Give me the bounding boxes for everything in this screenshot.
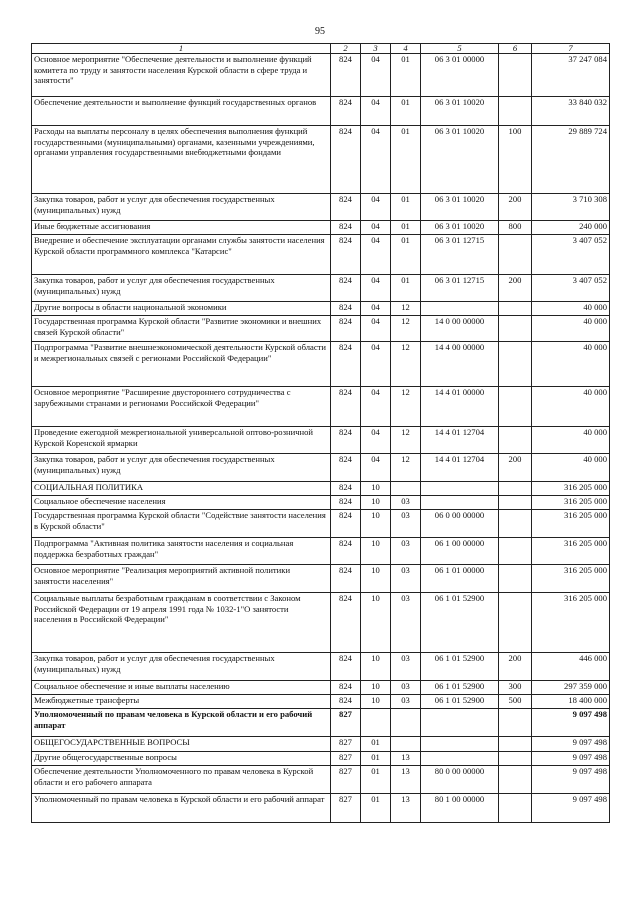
target-article-code (421, 496, 499, 510)
section-code: 04 (361, 97, 391, 126)
subsection-code (391, 709, 421, 737)
ministry-code: 824 (331, 482, 361, 496)
subsection-code: 12 (391, 316, 421, 342)
budget-table (31, 43, 610, 823)
column-number: 3 (361, 44, 391, 54)
ministry-code: 824 (331, 454, 361, 482)
target-article-code: 14 0 00 00000 (421, 316, 499, 342)
ministry-code: 824 (331, 653, 361, 681)
expense-type-code (499, 593, 532, 653)
expense-type-code (499, 766, 532, 794)
column-number: 4 (391, 44, 421, 54)
expense-name: Основное мероприятие "Расширение двустороннего сотрудничества с зарубежными странами и регионами Российской Федерации" (32, 387, 331, 427)
section-code: 04 (361, 54, 391, 97)
table-row (32, 342, 610, 387)
expense-name: Закупка товаров, работ и услуг для обеспечения государственных (муниципальных) нужд (32, 454, 331, 482)
expense-name: Уполномоченный по правам человека в Курской области и его рабочий аппарат (32, 794, 331, 823)
amount: 316 205 000 (532, 565, 610, 593)
subsection-code: 13 (391, 794, 421, 823)
section-code: 10 (361, 496, 391, 510)
section-code: 01 (361, 794, 391, 823)
target-article-code (421, 752, 499, 766)
ministry-code: 824 (331, 54, 361, 97)
expense-name: Расходы на выплаты персоналу в целях обеспечения выполнения функций государственными (муниципальными) органами, казенными учреждениями, органами управления государственными внебюджетными фондами (32, 126, 331, 194)
amount: 18 400 000 (532, 695, 610, 709)
amount: 9 097 498 (532, 737, 610, 752)
expense-name: Социальные выплаты безработным гражданам в соответствии с Законом Российской Федерации от 19 апреля 1991 года № 1032-1"О занятости населения в Российской Федерации" (32, 593, 331, 653)
subsection-code: 01 (391, 126, 421, 194)
section-code: 04 (361, 454, 391, 482)
ministry-code: 827 (331, 752, 361, 766)
ministry-code: 824 (331, 538, 361, 565)
subsection-code: 03 (391, 681, 421, 695)
column-number: 7 (532, 44, 610, 54)
expense-type-code: 200 (499, 454, 532, 482)
section-code: 10 (361, 593, 391, 653)
section-code: 04 (361, 387, 391, 427)
column-number: 5 (421, 44, 499, 54)
section-code (361, 709, 391, 737)
expense-name: Закупка товаров, работ и услуг для обеспечения государственных (муниципальных) нужд (32, 275, 331, 302)
section-code: 10 (361, 565, 391, 593)
ministry-code: 824 (331, 97, 361, 126)
expense-name: Подпрограмма "Активная политика занятости населения и социальная поддержка безработных граждан" (32, 538, 331, 565)
amount: 40 000 (532, 454, 610, 482)
expense-type-code (499, 496, 532, 510)
section-code: 04 (361, 427, 391, 454)
table-row (32, 275, 610, 302)
expense-name: Основное мероприятие "Обеспечение деятельности и выполнение функций комитета по труду и занятости населения Курской области в сфере труда и занятости" (32, 54, 331, 97)
ministry-code: 824 (331, 316, 361, 342)
expense-name: Закупка товаров, работ и услуг для обеспечения государственных (муниципальных) нужд (32, 653, 331, 681)
expense-type-code (499, 316, 532, 342)
amount: 3 710 308 (532, 194, 610, 221)
column-number: 6 (499, 44, 532, 54)
expense-type-code (499, 97, 532, 126)
target-article-code: 14 4 01 12704 (421, 427, 499, 454)
ministry-code: 824 (331, 342, 361, 387)
amount: 9 097 498 (532, 794, 610, 823)
expense-name: Межбюджетные трансферты (32, 695, 331, 709)
expense-type-code: 100 (499, 126, 532, 194)
target-article-code: 06 3 01 12715 (421, 235, 499, 275)
target-article-code: 06 1 01 52900 (421, 695, 499, 709)
column-number: 2 (331, 44, 361, 54)
expense-type-code: 200 (499, 653, 532, 681)
amount: 40 000 (532, 342, 610, 387)
table-row (32, 126, 610, 194)
target-article-code: 06 1 01 52900 (421, 593, 499, 653)
subsection-code: 01 (391, 97, 421, 126)
subsection-code: 13 (391, 752, 421, 766)
amount: 37 247 084 (532, 54, 610, 97)
amount: 33 840 032 (532, 97, 610, 126)
table-row (32, 653, 610, 681)
ministry-code: 824 (331, 593, 361, 653)
amount: 240 000 (532, 221, 610, 235)
ministry-code: 824 (331, 565, 361, 593)
subsection-code: 12 (391, 387, 421, 427)
subsection-code: 01 (391, 194, 421, 221)
amount: 3 407 052 (532, 235, 610, 275)
table-row (32, 752, 610, 766)
section-code: 10 (361, 653, 391, 681)
subsection-code: 01 (391, 275, 421, 302)
target-article-code: 06 1 00 00000 (421, 538, 499, 565)
amount: 9 097 498 (532, 766, 610, 794)
table-row (32, 510, 610, 538)
table-row (32, 766, 610, 794)
amount: 316 205 000 (532, 593, 610, 653)
expense-type-code (499, 342, 532, 387)
target-article-code: 06 1 01 52900 (421, 653, 499, 681)
ministry-code: 824 (331, 126, 361, 194)
section-code: 04 (361, 126, 391, 194)
subsection-code: 03 (391, 653, 421, 681)
amount: 29 889 724 (532, 126, 610, 194)
expense-name: Иные бюджетные ассигнования (32, 221, 331, 235)
target-article-code: 14 4 01 00000 (421, 387, 499, 427)
subsection-code: 03 (391, 593, 421, 653)
subsection-code (391, 482, 421, 496)
amount: 316 205 000 (532, 510, 610, 538)
ministry-code: 824 (331, 695, 361, 709)
expense-name: Обеспечение деятельности Уполномоченного по правам человека в Курской области и его рабочего аппарата (32, 766, 331, 794)
section-code: 04 (361, 275, 391, 302)
table-row (32, 593, 610, 653)
expense-type-code (499, 427, 532, 454)
subsection-code: 03 (391, 496, 421, 510)
expense-type-code (499, 538, 532, 565)
subsection-code (391, 737, 421, 752)
target-article-code (421, 482, 499, 496)
expense-type-code (499, 482, 532, 496)
table-row (32, 387, 610, 427)
expense-name: Социальное обеспечение и иные выплаты населению (32, 681, 331, 695)
target-article-code: 06 3 01 00000 (421, 54, 499, 97)
section-code: 01 (361, 737, 391, 752)
section-code: 04 (361, 342, 391, 387)
target-article-code: 06 0 00 00000 (421, 510, 499, 538)
expense-name: Государственная программа Курской области "Содействие занятости населения в Курской области" (32, 510, 331, 538)
subsection-code: 01 (391, 54, 421, 97)
subsection-code: 12 (391, 302, 421, 316)
table-row (32, 427, 610, 454)
subsection-code: 12 (391, 342, 421, 387)
expense-type-code (499, 709, 532, 737)
expense-type-code (499, 752, 532, 766)
amount: 9 097 498 (532, 709, 610, 737)
page-number: 95 (315, 26, 325, 37)
ministry-code: 824 (331, 387, 361, 427)
table-row (32, 565, 610, 593)
expense-type-code: 800 (499, 221, 532, 235)
amount: 316 205 000 (532, 496, 610, 510)
table-row (32, 54, 610, 97)
expense-name: Другие вопросы в области национальной экономики (32, 302, 331, 316)
column-number: 1 (32, 44, 331, 54)
ministry-code: 824 (331, 221, 361, 235)
target-article-code: 06 3 01 10020 (421, 126, 499, 194)
ministry-code: 827 (331, 794, 361, 823)
expense-name: Государственная программа Курской области "Развитие экономики и внешних связей Курской области" (32, 316, 331, 342)
subsection-code: 01 (391, 235, 421, 275)
amount: 3 407 052 (532, 275, 610, 302)
table-row (32, 681, 610, 695)
target-article-code: 14 4 01 12704 (421, 454, 499, 482)
expense-name: Проведение ежегодной межрегиональной универсальной оптово-розничной Курской Коренской ярмарки (32, 427, 331, 454)
ministry-code: 824 (331, 681, 361, 695)
section-code: 10 (361, 695, 391, 709)
section-code: 01 (361, 766, 391, 794)
expense-type-code (499, 302, 532, 316)
target-article-code (421, 737, 499, 752)
subsection-code: 03 (391, 538, 421, 565)
table-row (32, 97, 610, 126)
column-number-row (32, 44, 610, 54)
amount: 40 000 (532, 316, 610, 342)
expense-name: Другие общегосударственные вопросы (32, 752, 331, 766)
target-article-code (421, 709, 499, 737)
ministry-code: 824 (331, 510, 361, 538)
target-article-code: 06 1 01 52900 (421, 681, 499, 695)
expense-name: Внедрение и обеспечение эксплуатации органами службы занятости населения Курской области программного комплекса "Катарсис" (32, 235, 331, 275)
section-code: 04 (361, 302, 391, 316)
subsection-code: 03 (391, 565, 421, 593)
table-row (32, 538, 610, 565)
target-article-code: 80 0 00 00000 (421, 766, 499, 794)
expense-name: ОБЩЕГОСУДАРСТВЕННЫЕ ВОПРОСЫ (32, 737, 331, 752)
expense-name: Обеспечение деятельности и выполнение функций государственных органов (32, 97, 331, 126)
ministry-code: 827 (331, 709, 361, 737)
table-row (32, 316, 610, 342)
amount: 40 000 (532, 427, 610, 454)
table-row (32, 794, 610, 823)
table-row (32, 737, 610, 752)
expense-type-code: 300 (499, 681, 532, 695)
section-code: 04 (361, 316, 391, 342)
ministry-code: 824 (331, 275, 361, 302)
target-article-code: 06 3 01 10020 (421, 221, 499, 235)
expense-type-code (499, 737, 532, 752)
section-code: 10 (361, 681, 391, 695)
table-row (32, 454, 610, 482)
expense-type-code: 200 (499, 194, 532, 221)
amount: 297 359 000 (532, 681, 610, 695)
amount: 9 097 498 (532, 752, 610, 766)
expense-name: Закупка товаров, работ и услуг для обеспечения государственных (муниципальных) нужд (32, 194, 331, 221)
subsection-code: 12 (391, 427, 421, 454)
section-code: 04 (361, 194, 391, 221)
table-row (32, 221, 610, 235)
expense-name: Основное мероприятие "Реализация мероприятий активной политики занятости населения" (32, 565, 331, 593)
ministry-code: 827 (331, 766, 361, 794)
expense-name: Подпрограмма "Развитие внешнеэкономической деятельности Курской области и межрегиональных связей с регионами Российской Федерации" (32, 342, 331, 387)
table-row (32, 496, 610, 510)
ministry-code: 824 (331, 235, 361, 275)
expense-type-code (499, 794, 532, 823)
amount: 446 000 (532, 653, 610, 681)
expense-type-code (499, 510, 532, 538)
section-code: 04 (361, 221, 391, 235)
section-code: 01 (361, 752, 391, 766)
expense-name: Уполномоченный по правам человека в Курской области и его рабочий аппарат (32, 709, 331, 737)
target-article-code: 06 3 01 12715 (421, 275, 499, 302)
ministry-code: 827 (331, 737, 361, 752)
ministry-code: 824 (331, 427, 361, 454)
table-row (32, 302, 610, 316)
expense-name: СОЦИАЛЬНАЯ ПОЛИТИКА (32, 482, 331, 496)
expense-name: Социальное обеспечение населения (32, 496, 331, 510)
subsection-code: 03 (391, 510, 421, 538)
table-row (32, 482, 610, 496)
expense-type-code (499, 235, 532, 275)
expense-type-code (499, 54, 532, 97)
target-article-code: 06 3 01 10020 (421, 194, 499, 221)
section-code: 10 (361, 510, 391, 538)
amount: 316 205 000 (532, 482, 610, 496)
table-row (32, 695, 610, 709)
section-code: 04 (361, 235, 391, 275)
ministry-code: 824 (331, 194, 361, 221)
expense-type-code: 200 (499, 275, 532, 302)
amount: 316 205 000 (532, 538, 610, 565)
subsection-code: 01 (391, 221, 421, 235)
subsection-code: 12 (391, 454, 421, 482)
expense-type-code (499, 565, 532, 593)
target-article-code: 06 1 01 00000 (421, 565, 499, 593)
subsection-code: 03 (391, 695, 421, 709)
amount: 40 000 (532, 302, 610, 316)
target-article-code: 80 1 00 00000 (421, 794, 499, 823)
target-article-code (421, 302, 499, 316)
section-code: 10 (361, 538, 391, 565)
ministry-code: 824 (331, 496, 361, 510)
amount: 40 000 (532, 387, 610, 427)
table-row (32, 709, 610, 737)
ministry-code: 824 (331, 302, 361, 316)
target-article-code: 06 3 01 10020 (421, 97, 499, 126)
section-code: 10 (361, 482, 391, 496)
table-row (32, 194, 610, 221)
target-article-code: 14 4 00 00000 (421, 342, 499, 387)
expense-type-code (499, 387, 532, 427)
subsection-code: 13 (391, 766, 421, 794)
expense-type-code: 500 (499, 695, 532, 709)
table-row (32, 235, 610, 275)
